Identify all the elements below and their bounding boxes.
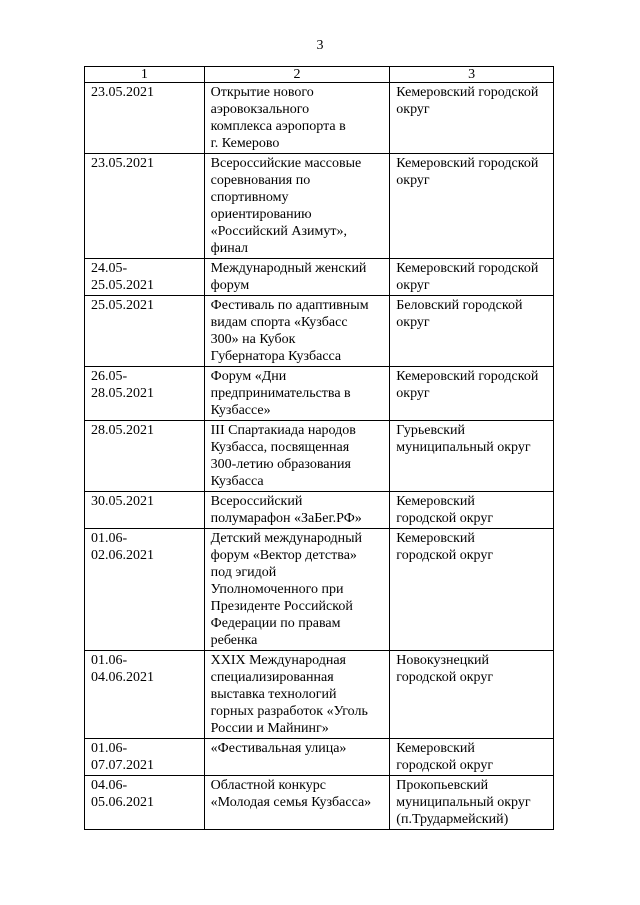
- event-cell: Всероссийские массовые соревнования по спортивному ориентированию «Российский Азимут», финал: [204, 154, 390, 259]
- place-cell: Прокопьевский муниципальный округ (п.Трудармейский): [390, 776, 554, 830]
- date-cell: 23.05.2021: [85, 83, 205, 154]
- place-cell: Кемеровский городской округ: [390, 154, 554, 259]
- date-cell: 23.05.2021: [85, 154, 205, 259]
- table-row: [85, 529, 554, 651]
- date-cell: 01.06- 04.06.2021: [85, 651, 205, 739]
- event-cell: Всероссийский полумарафон «ЗаБег.РФ»: [204, 492, 390, 529]
- table-row: [85, 739, 554, 776]
- table-row: [85, 154, 554, 259]
- event-cell: Международный женский форум: [204, 259, 390, 296]
- place-cell: Беловский городской округ: [390, 296, 554, 367]
- place-cell: Кемеровский городской округ: [390, 367, 554, 421]
- event-cell: Областной конкурс «Молодая семья Кузбасса»: [204, 776, 390, 830]
- place-cell: Кемеровский городской округ: [390, 529, 554, 651]
- date-cell: 28.05.2021: [85, 421, 205, 492]
- date-cell: 25.05.2021: [85, 296, 205, 367]
- table-row: [85, 296, 554, 367]
- place-cell: Кемеровский городской округ: [390, 739, 554, 776]
- table-row: [85, 83, 554, 154]
- column-header-3: 3: [390, 67, 554, 83]
- place-cell: Гурьевский муниципальный округ: [390, 421, 554, 492]
- place-cell: Кемеровский городской округ: [390, 259, 554, 296]
- table-row: [85, 367, 554, 421]
- column-header-1: 1: [85, 67, 205, 83]
- place-cell: Кемеровский городской округ: [390, 83, 554, 154]
- table-row: [85, 651, 554, 739]
- date-cell: 01.06- 07.07.2021: [85, 739, 205, 776]
- event-cell: Форум «Дни предпринимательства в Кузбассе»: [204, 367, 390, 421]
- date-cell: 30.05.2021: [85, 492, 205, 529]
- date-cell: 26.05- 28.05.2021: [85, 367, 205, 421]
- event-cell: Фестиваль по адаптивным видам спорта «Кузбасс 300» на Кубок Губернатора Кузбасса: [204, 296, 390, 367]
- place-cell: Новокузнецкий городской округ: [390, 651, 554, 739]
- date-cell: 24.05- 25.05.2021: [85, 259, 205, 296]
- table-row: [85, 776, 554, 830]
- table-row: [85, 421, 554, 492]
- page-number: 3: [316, 38, 324, 53]
- event-cell: «Фестивальная улица»: [204, 739, 390, 776]
- event-cell: Детский международный форум «Вектор детства» под эгидой Уполномоченного при Президенте Российской Федерации по правам ребенка: [204, 529, 390, 651]
- date-cell: 01.06- 02.06.2021: [85, 529, 205, 651]
- column-header-2: 2: [204, 67, 390, 83]
- events-table: [84, 66, 554, 830]
- table-row: [85, 492, 554, 529]
- table-row: [85, 259, 554, 296]
- table-header-row: [85, 67, 554, 83]
- event-cell: III Спартакиада народов Кузбасса, посвященная 300-летию образования Кузбасса: [204, 421, 390, 492]
- date-cell: 04.06- 05.06.2021: [85, 776, 205, 830]
- place-cell: Кемеровский городской округ: [390, 492, 554, 529]
- event-cell: Открытие нового аэровокзального комплекса аэропорта в г. Кемерово: [204, 83, 390, 154]
- event-cell: XXIX Международная специализированная выставка технологий горных разработок «Уголь России и Майнинг»: [204, 651, 390, 739]
